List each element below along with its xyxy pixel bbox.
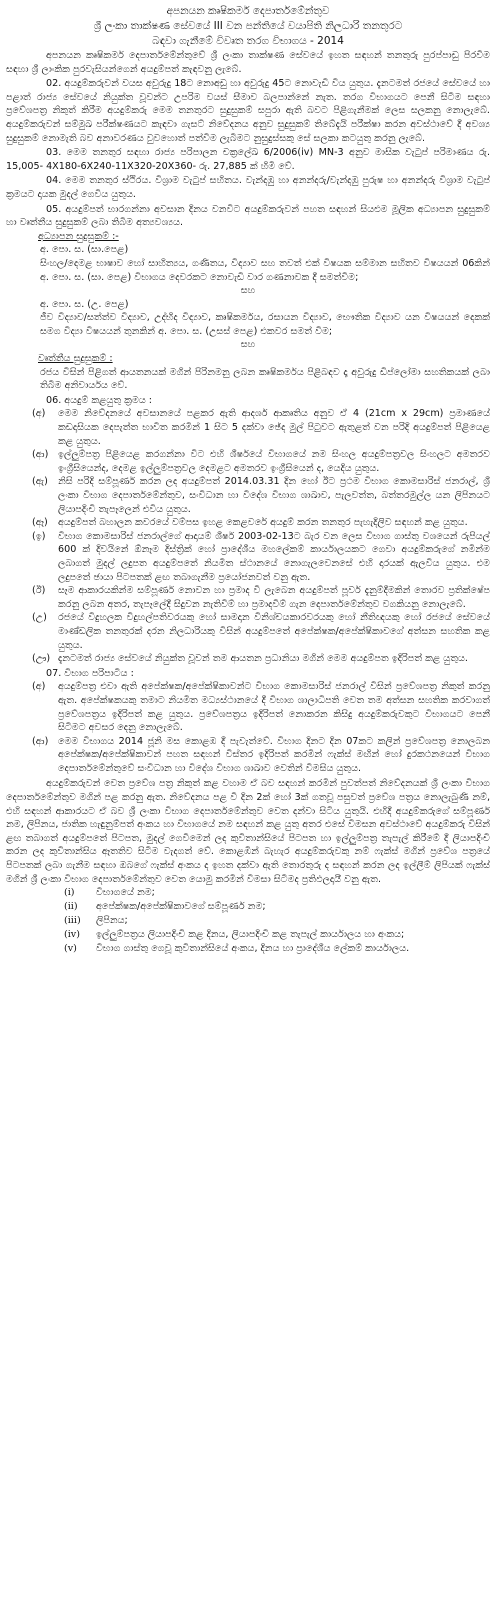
section-03-salary: 03. මෙම තනතුර සඳහා රාජ්‍ය පරිපාලන චක්‍රලේඛ 6/2006(iv) MN-3 අනුව මාසික වැටුප් පරිමාණය රු. 15,005- 4X180-6X240-11X320-20X360- රු. 27,885 ක් හිමි වේ. <box>6 147 490 172</box>
section-06-heading: 06. අයදුම් කළයුතු ක්‍රමය : <box>46 394 153 406</box>
section-05-qualifications: 05. අයදුම්පත් භාරගන්නා අවසාන දිනය වනවිට අයදුම්කරුවන් පහත සඳහන් සියළුම මූලික අධ්‍යාපන සුදුසුකම් හා වෘත්තීය සුදුසුකම් ලබා තිබීම අත්‍යවශ්‍යය. <box>6 203 490 229</box>
vocational-heading: වෘත්තීය සුදුසුකම් : <box>38 353 113 365</box>
list-item <box>32 530 490 584</box>
al-label: අ. පො. ස. (උ. පෙළ) <box>40 298 129 310</box>
list-item <box>32 475 490 516</box>
list-item <box>32 652 490 666</box>
item-text: විභාග ගාස්තු ගෙවූ කුවිතාන්සියේ අංකය, දිනය හා ප්‍රාදේශීය ලේකම් කාර්යාලය. <box>96 943 410 955</box>
notice-title-line-1: ශ්‍රී ලංකා තාක්ෂණ සේවයේ III වන පන්තියේ වයාපිති නිලධාරි තනතුරට <box>93 20 403 32</box>
item-text: නිසි පරිදි සම්පූර්ණ කරන ලද අයදුම්පත් 2014.03.31 දින හෝ ඊට ප්‍රථම විභාග කොමසාරිස් ජනරාල්, ශ්‍රී ලංකා විභාග දෙපාර්තමේන්තුව, සංවිධාන හා විදේශ විභාග ශාඛාව, පැලවත්ත, බත්තරමුල්ල යන ලිපිනයට ලියාපදිංචි තැපෑලෙන් එවිය යුතුය. <box>58 476 490 515</box>
item-label: (iv) <box>64 929 80 941</box>
closing-paragraph: අයදුම්කරුවන් වෙත ප්‍රවේශ පත්‍ර නිකුත් කළ වහාම ඒ බව සඳහන් කරමින් පුවත්පත් නිවේදනයක් ශ්‍රී ලංකා විභාග දෙපාර්තමේන්තුව මගින් පළ කරනු ඇත. නිවේදනය පළ වී දින 2ක් හෝ 3ක් ගතවූ පසුවත් ප්‍රවේශ පත්‍රය නොලැබුණි නම්, එහි සඳහන් ආකාරයට ඒ බව ශ්‍රී ලංකා විභාග දෙපාර්තමේන්තුව වෙත දන්වා සිටිය යුතුයි. එහිදී අයදුම්කරුගේ සම්පූර්ණ නම, ලිපිනය, ජාතික හැඳුනුම්පත් අංකය හා විභාගයේ නම සඳහන් කළ යුතු අතර එසේ විමසන අවස්ථාවේ අයදුම්කරු විසින් ළඟ තබාගත් අයදුම්පතේ පිටපත, මුදල් ගෙවීමෙන් ලද කුවිතාන්සියේ පිටපත හා ඉල්ලුම්පත්‍ර තැපැල් කිරීමේ දී ලියාපදිංචි කරන ලද කුවිතාන්සිය ඈතතිව සිටීම වැදගත් වේ. කොළඹින් බැහැර අයදුම්කරුවකු නම් ෆැක්ස් මගින් ප්‍රවේශ පත්‍රයේ පිටපතක් ලබා ගැනීම සඳහා ඔබගේ ෆැක්ස් අංකය ද ඉහත දක්වා ඇති තොරතුරු ද සඳහන් කරන ලද ඉල්ලීම් ලිපියක් ෆැක්ස් මගින් ශ්‍රී ලංකා විභාග දෙපාර්තමේන්තුව වෙත යොමු කරමින් විමසා සිටීමද ප්‍රතිඵලදායී වනු ඇත. <box>6 778 490 885</box>
list-item <box>32 735 490 776</box>
item-text: මෙම නිවේදනයේ අවසානයේ පළකර ඇති ආදර්ශ ආකෘතිය අනුව ඒ 4 (21cm x 29cm) ප්‍රමාණයේ කඩදාසියක දෙපැත්ත භාවිත කරමින් 1 සිට 5 දක්වා ඡේද මුල් පිටුවට ඇතුළත් වන පරිදි අයදුම්පත් පිළියෙළ කළ යුතුය. <box>58 408 490 447</box>
ol-label: අ. පො. ස. (සා.පෙළ) <box>40 244 129 256</box>
item-label: (i) <box>64 887 75 899</box>
notice-header <box>6 4 490 49</box>
section-06-items <box>6 407 490 665</box>
and-connector: සහ <box>240 285 256 297</box>
item-label: (අ) <box>32 408 46 420</box>
item-text: විභාග කොමසාරිස් ජනරාල්ගේ ආදායම් ශීර්ෂ 2003-02-13ට බැර වන ලෙස විභාග ගාස්තු වශයෙන් රුපියල් 600 ක් දිවයිනේ ඕනෑම දිස්ත්‍රික් හෝ ප්‍රාදේශීය මහලේකම් කාර්යාලයකට ගෙවා අයදුම්කරුගේ නමින්ම ලබාගත් මුදල් ලදුපත අයදුම්පතේ නියමිත ස්ථානයේ නොගැලවෙනසේ එහි දාරයක් ඇලවිය යුතුය. එම ලදුපතේ ඡායා පිටපතක් ළඟ තබාගැනීම ප්‍රයෝජනවත් වනු ඇත. <box>58 530 490 583</box>
list-item <box>32 680 490 734</box>
list-item <box>64 942 490 956</box>
details-list <box>6 886 490 956</box>
item-text: විභාගයේ නම; <box>96 887 155 899</box>
item-text: ඉල්ලුම්පත්‍රය ලියාපදිංචි කළ දිනය, ලියාපදිංචි කළ තැපැල් කාර්යාලය හා අංකය; <box>96 929 405 941</box>
item-label: (අ) <box>32 681 46 693</box>
list-item <box>32 448 490 475</box>
list-item <box>64 900 490 914</box>
ol-requirement: සිංහල/දෙමළ භාෂාව හෝ සාහිත්‍යය, ගණිතය, විද්‍යාව සහ තවත් එක් විෂයක සම්මාන සහිතව විෂයයන් 06කින් අ. පො. ස. (සා. පෙළ) විභාගය දෙවරකට නොවැඩි වාර ගණනාවක දී සමත්වීම; <box>40 257 490 283</box>
list-item <box>32 611 490 652</box>
intro-paragraph: අපනයන කෘෂිකර්ම දෙපාර්තමේන්තුවේ ශ්‍රී ලංකා තාක්ෂණ සේවයේ ඉහත සඳහන් තනතුරු පුරප්පාඩු පිරවීම සඳහා ශ්‍රී ලාංකික පුරවැසියන්ගෙන් අයදුම්පත් කැඳවනු ලැබේ. <box>6 50 490 75</box>
list-item <box>64 914 490 928</box>
section-04-pension: 04. මෙම තනතුර ස්ථිරය. විශ්‍රාම වැටුප් සහිතය. වැන්දඹු හා අනන්දරු/වැන්දඹු පුරුෂ හා අනන්දරු විශ්‍රාම වැටුප් ක්‍රමයට දායක මුදල් ගෙවිය යුතුය. <box>6 175 490 200</box>
list-item <box>32 516 490 530</box>
item-label: (v) <box>64 943 77 955</box>
item-label: (ඌ) <box>32 653 51 665</box>
educational-qualifications <box>6 230 490 352</box>
item-text: ලිපිනය; <box>96 915 128 927</box>
edu-heading: අධ්‍යාපන සුදුසුකම් :- <box>38 230 119 242</box>
al-requirement: ජීව විද්‍යාව/සත්ත්ව විද්‍යාව, උද්භිද විද්‍යාව, කෘෂිකර්මය, රසායන විද්‍යාව, භෞතික විද්‍යාව යන විෂයයන් දෙකක් සමග විද්‍යා විෂයයන් තුනකින් අ. පො. ස. (උසස් පෙළ) එකවර සමත් වීම; <box>40 312 490 337</box>
item-label: (ඉ) <box>32 530 46 542</box>
item-text: සෑම ආකාරයකින්ම සම්පූර්ණ නොවන හා ප්‍රමාද වී ලැබෙන අයදුම්පත් පූර්ව දැනුම්දීමකින් තොරව ප්‍රතික්ෂේප කරනු ලබන අතර, තැපෑලේදී සිදුවන නැතිවීම් හා ප්‍රමාදවීම් ගැන දෙපාර්තමේන්තුව වගකියනු නොලැබේ. <box>58 585 490 610</box>
and-connector: සහ <box>240 339 256 351</box>
item-label: (iii) <box>64 915 81 927</box>
vocational-requirement: රජය විසින් පිළිගත් ආයතනයක් මගින් පිරිනමනු ලබන කෘෂිකර්මය පිළිබඳව දෑ අවුරුදු ඩිප්ලෝමා සහතිකයක් ලබා තිබීම අනිවාර්යය වේ. <box>40 366 490 392</box>
item-text: අපේක්ෂක/අපේක්ෂිකාවගේ සම්පූර්ණ නම; <box>96 901 266 913</box>
list-item <box>32 584 490 611</box>
item-label: (ඈ) <box>32 517 48 529</box>
item-text: මෙම විභාගය 2014 ජූනි මස කොළඹ දී පැවැත්වේ. විභාග දිනට දින 07කට කලින් ප්‍රවේශපත්‍ර නොලබන අපේක්ෂක/අපේක්ෂිකාවන් පහත සඳහන් විස්තර ඉදිරිපත් කරමින් ෆැක්ස් මඟින් හෝ දුරකථනයෙන් විභාග දෙපාර්තමේන්තුවේ සංවිධාන හා විදේශ විභාග ශාඛාව වෙතින් විමසිය යුතුය. <box>58 735 490 774</box>
item-label: (ඊ) <box>32 585 46 597</box>
vocational-qualifications <box>6 352 490 393</box>
item-text: දැනටමත් රාජ්‍ය සේවයේ නියුක්ත වූවන් තම ආයතන ප්‍රධානියා මගින් මෙම අයදුම්පත ඉදිරිපත් කළ යුතුය. <box>58 653 468 665</box>
department-name: අපනයන කෘෂිකර්ම දෙපාර්තමේන්තුව <box>166 5 330 17</box>
item-label: (ii) <box>64 901 78 913</box>
section-07-items <box>6 680 490 775</box>
list-item <box>32 407 490 448</box>
section-02-age: 02. අයදුම්කරුවන් වයස අවුරුදු 18ට නොඅඩු හා අවුරුදු 45ට නොවැඩි විය යුතුය. දැනටමත් රජයේ සේවයේ හා පළාත් රාජ්‍ය සේවයේ නියුක්ත වූවන්ට උපරිම වයස් සීමාව බලපාන්නේ නැත. තරග විභාගයට පෙනී සිටීම සඳහා ප්‍රවේශපත්‍ර නිකුත් කිරීම අයදුම්කරු මෙම තනතුරට සුදුසුකම් සපුරා ඇති බවට පිළිගැනීමක් ලෙස සලකනු නොලැබේ. අයදුම්කරුවන් සම්මුඛ පරීක්ෂණයට කැඳවා ගැසට් නිවේදනය අනුව සුදුසුකම් තිබේදැයි පරීක්ෂා කරන අවස්ථාවේ දී අවශ්‍ය සුදුසුකම් නොමැති බව අනාවරණය වුවහොත් පත්වීම ලැබීමට නුසුදුස්සකු සේ සලකා කටයුතු කරනු ලැබේ. <box>6 78 490 144</box>
item-label: (ආ) <box>32 735 49 747</box>
notice-title-line-2: බඳවා ගැනීමේ විවෘත තරග විභාගය - 2014 <box>152 35 344 47</box>
list-item <box>64 928 490 942</box>
section-07-heading: 07. විභාග පරිපාටිය : <box>46 667 134 679</box>
item-text: ඉල්ලුම්පත්‍ර පිළියෙළ කරගන්නා විට එහි ශීර්ෂයේ විභාගයේ නම සිංහල අයදුම්පත්‍රවල සිංහලට අමතරව ඉංග්‍රීසියෙන්ද, දෙමළ ඉල්ලුම්පත්‍රවල දෙමළට අමතරව ඉංග්‍රීසියෙන් ද, යෙදිය යුතුය. <box>58 449 490 474</box>
item-text: අයදුම්පත්‍ර එවා ඇති අපේක්ෂක/අපේක්ෂිකාවන්ට විභාග කොමසාරිස් ජනරාල් විසින් ප්‍රවේශපත්‍ර නිකුත් කරනු ඇත. අපේක්ෂකයකු තමාට නියමිත මධ්‍යස්ථානයේ දී විභාග ශාලාධිපති වෙත තම අත්සන සහතික කරවාගත් ප්‍රවේශපත්‍රය ඉදිරිපත් කළ යුතුය. ප්‍රවේශපත්‍රය ඉදිරිපත් නොකරන කිසිදු අයදුම්කරුවකුට විභාගයට පෙනී සිටීමට අවසර දෙනු නොලැබේ. <box>58 681 490 734</box>
item-label: (උ) <box>32 612 47 624</box>
item-label: (ඇ) <box>32 476 48 488</box>
item-text: අයදුම්පත් බහාලන කවරයේ වම්පස ඉහළ කෙළවරේ අයදුම් කරන තනතුර පැහැදිලිව සඳහන් කළ යුතුය. <box>58 517 468 529</box>
list-item <box>64 886 490 900</box>
item-label: (ආ) <box>32 449 49 461</box>
item-text: රජයේ විදුහලක විදුහල්පතිවරයකු හෝ සාමදාන විනිශ්චයකාරවරයකු හෝ නීතිඥයකු හෝ රජයේ සේවයේ මාණ්ඩලික තනතුරක් දරන නිලධාරියකු විසින් අයදුම්පතේ අපේක්ෂක/අපේක්ෂිකාවගේ අත්සන සහතික කළ යුතුය. <box>58 612 490 651</box>
